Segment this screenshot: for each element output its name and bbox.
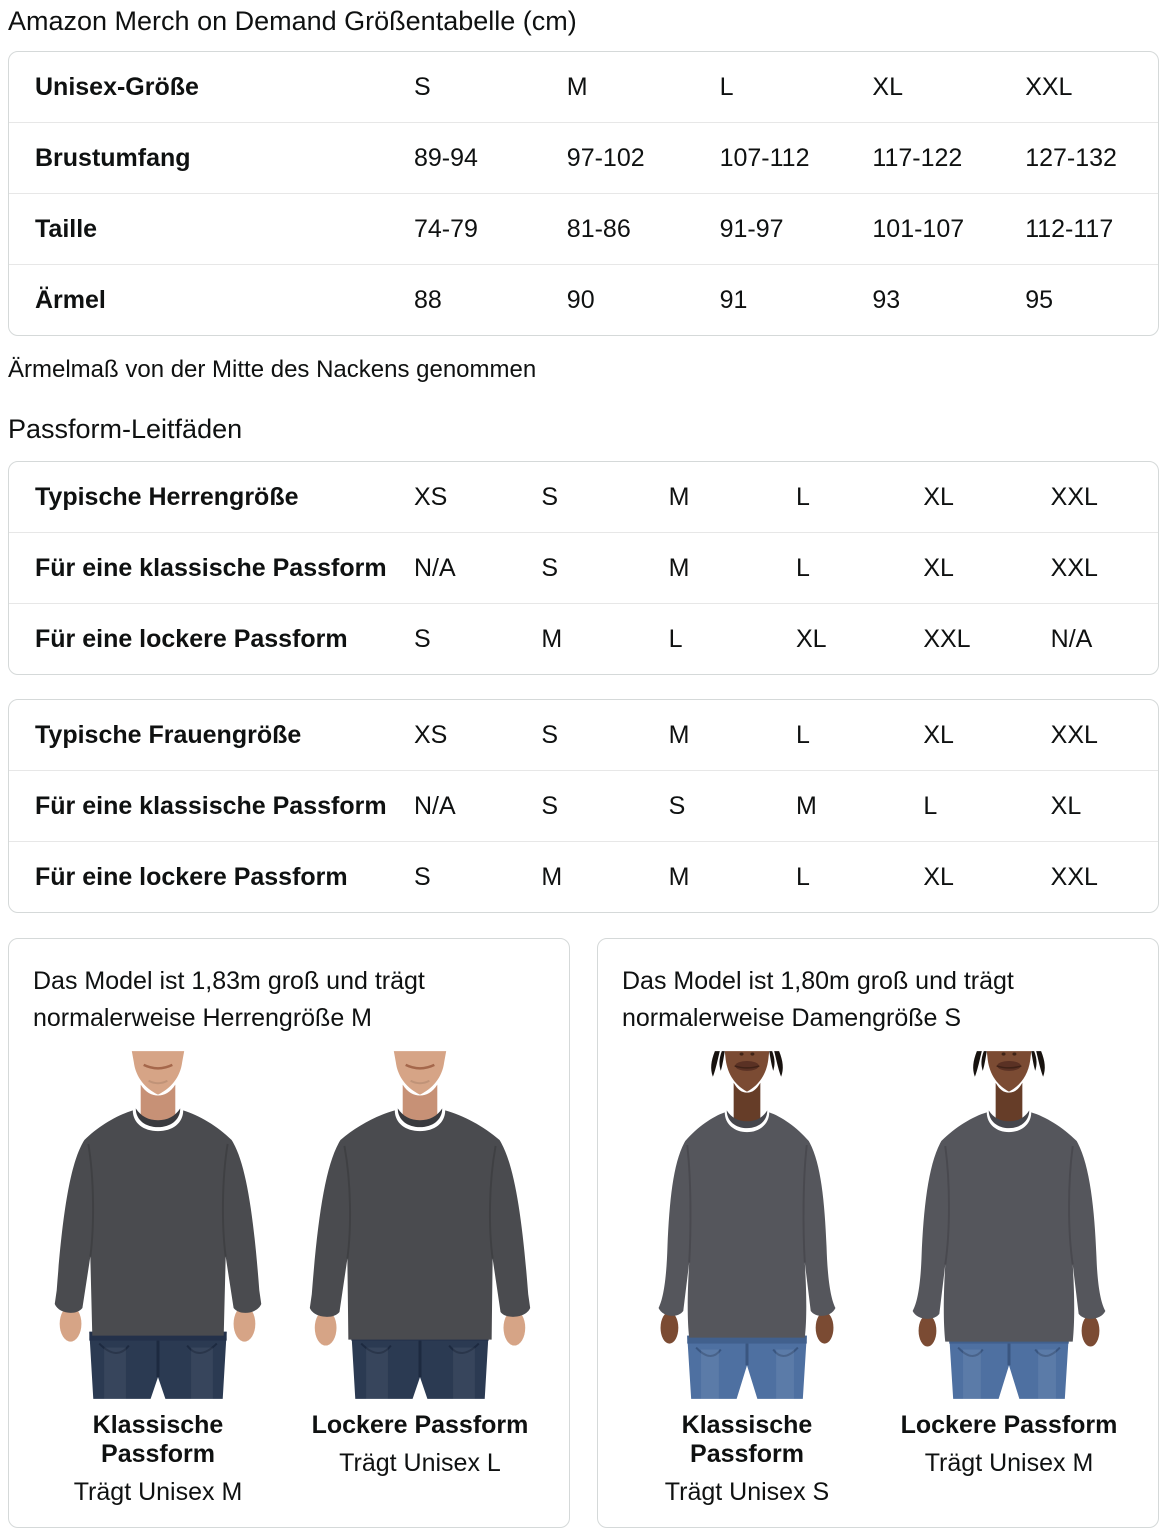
size-value-cell: XXL	[1050, 862, 1098, 891]
fit-label: Lockere Passform	[311, 1411, 529, 1439]
fit-guides-heading: Passform-Leitfäden	[8, 414, 243, 444]
size-value-cell: 93	[872, 285, 901, 314]
size-value-cell: 91-97	[719, 214, 784, 243]
size-value-cell: M	[541, 624, 563, 653]
woman-classic-fit-image	[622, 1051, 872, 1399]
size-value-cell: 101-107	[872, 214, 965, 243]
size-value-cell: XS	[414, 482, 448, 511]
size-value-cell: L	[923, 791, 938, 820]
size-worn-label: Trägt Unisex M	[924, 1449, 1094, 1477]
table-row	[9, 193, 1158, 264]
size-value-cell: 97-102	[566, 143, 645, 172]
table-row	[9, 122, 1158, 193]
model-cards	[8, 938, 1159, 1528]
table-row	[9, 700, 1158, 770]
size-value-cell: 90	[566, 285, 595, 314]
size-value-cell: L	[719, 72, 734, 101]
size-value-cell: 74-79	[414, 214, 478, 243]
size-value-cell: L	[795, 553, 810, 582]
size-value-cell: XL	[1050, 791, 1082, 820]
size-value-cell: XXL	[1050, 482, 1098, 511]
size-value-cell: 95	[1025, 285, 1053, 314]
size-value-cell: 112-117	[1025, 214, 1114, 243]
size-value-cell: S	[541, 482, 559, 511]
size-value-cell: L	[795, 720, 810, 749]
photo-caption	[33, 1411, 283, 1507]
size-value-cell: L	[795, 862, 810, 891]
mens-fit-table	[8, 461, 1159, 675]
size-worn-label: Trägt Unisex M	[73, 1478, 243, 1506]
photo-captions	[622, 1411, 1134, 1507]
size-value-cell: M	[541, 862, 563, 891]
size-value-cell: 88	[414, 285, 442, 314]
row-label: Brustumfang	[35, 143, 191, 172]
woman-loose-fit-image	[884, 1051, 1134, 1399]
row-label: Typische Frauengröße	[35, 720, 302, 749]
size-value-cell: L	[668, 624, 683, 653]
size-value-cell: S	[541, 553, 559, 582]
size-value-cell: M	[668, 720, 690, 749]
size-value-cell: 117-122	[872, 143, 963, 172]
model-photo-woman-loose	[884, 1051, 1134, 1399]
size-value-cell: XS	[414, 720, 448, 749]
table-row	[9, 603, 1158, 674]
unisex-size-table	[8, 51, 1159, 336]
size-value-cell: S	[541, 720, 559, 749]
size-value-cell: XXL	[1025, 72, 1073, 101]
model-description: Das Model ist 1,80m groß und trägt normalerweise Damengröße S	[622, 967, 1014, 1032]
fit-label: Lockere Passform	[900, 1411, 1118, 1439]
size-worn-label: Trägt Unisex S	[664, 1478, 830, 1506]
size-value-cell: XXL	[1050, 720, 1098, 749]
row-label: Ärmel	[35, 285, 106, 314]
size-value-cell: XL	[923, 553, 954, 582]
size-value-cell: XL	[923, 482, 954, 511]
model-photo-man-loose	[295, 1051, 545, 1399]
size-value-cell: M	[795, 791, 817, 820]
man-classic-fit-image	[33, 1051, 283, 1399]
size-worn-label: Trägt Unisex L	[339, 1449, 501, 1477]
table-row	[9, 532, 1158, 603]
size-value-cell: N/A	[414, 553, 456, 582]
model-description: Das Model ist 1,83m groß und trägt normalerweise Herrengröße M	[33, 967, 425, 1032]
size-value-cell: 91	[719, 285, 748, 314]
sleeve-measure-note: Ärmelmaß von der Mitte des Nackens genommen	[8, 356, 537, 383]
photo-caption	[622, 1411, 872, 1507]
size-value-cell: N/A	[414, 791, 456, 820]
table-row	[9, 264, 1158, 335]
size-value-cell: S	[668, 791, 686, 820]
size-value-cell: 127-132	[1025, 143, 1117, 172]
photo-captions	[33, 1411, 545, 1507]
size-value-cell: XL	[923, 720, 954, 749]
size-value-cell: XL	[795, 624, 827, 653]
model-photos	[622, 1051, 1134, 1399]
page-title: Amazon Merch on Demand Größentabelle (cm)	[8, 6, 577, 36]
table-row	[9, 52, 1158, 122]
size-value-cell: 89-94	[414, 143, 478, 172]
row-label: Unisex-Größe	[35, 72, 199, 101]
size-value-cell: XXL	[923, 624, 971, 653]
size-value-cell: 81-86	[566, 214, 631, 243]
model-photo-man-classic	[33, 1051, 283, 1399]
size-value-cell: M	[668, 553, 690, 582]
row-label: Für eine klassische Passform	[35, 553, 387, 582]
size-value-cell: XXL	[1050, 553, 1098, 582]
size-value-cell: L	[795, 482, 810, 511]
row-label: Für eine klassische Passform	[35, 791, 387, 820]
table-row	[9, 770, 1158, 841]
size-value-cell: S	[414, 72, 431, 101]
size-value-cell: 107-112	[719, 143, 810, 172]
photo-caption	[295, 1411, 545, 1507]
model-photos	[33, 1051, 545, 1399]
row-label: Für eine lockere Passform	[35, 862, 348, 891]
size-value-cell: N/A	[1050, 624, 1093, 653]
row-label: Für eine lockere Passform	[35, 624, 348, 653]
row-label: Typische Herrengröße	[35, 482, 299, 511]
fit-label: Klassische Passform	[681, 1411, 813, 1468]
womens-fit-table	[8, 699, 1159, 913]
size-value-cell: M	[566, 72, 588, 101]
photo-caption	[884, 1411, 1134, 1507]
size-value-cell: M	[668, 482, 690, 511]
man-loose-fit-image	[295, 1051, 545, 1399]
table-row	[9, 841, 1158, 912]
size-value-cell: XL	[872, 72, 903, 101]
table-row	[9, 462, 1158, 532]
size-value-cell: XL	[923, 862, 954, 891]
size-value-cell: S	[541, 791, 559, 820]
model-photo-woman-classic	[622, 1051, 872, 1399]
row-label: Taille	[35, 214, 98, 243]
size-value-cell: S	[414, 624, 431, 653]
fit-label: Klassische Passform	[92, 1411, 224, 1468]
size-value-cell: M	[668, 862, 690, 891]
female-model-card	[597, 938, 1159, 1528]
size-value-cell: S	[414, 862, 431, 891]
male-model-card	[8, 938, 570, 1528]
